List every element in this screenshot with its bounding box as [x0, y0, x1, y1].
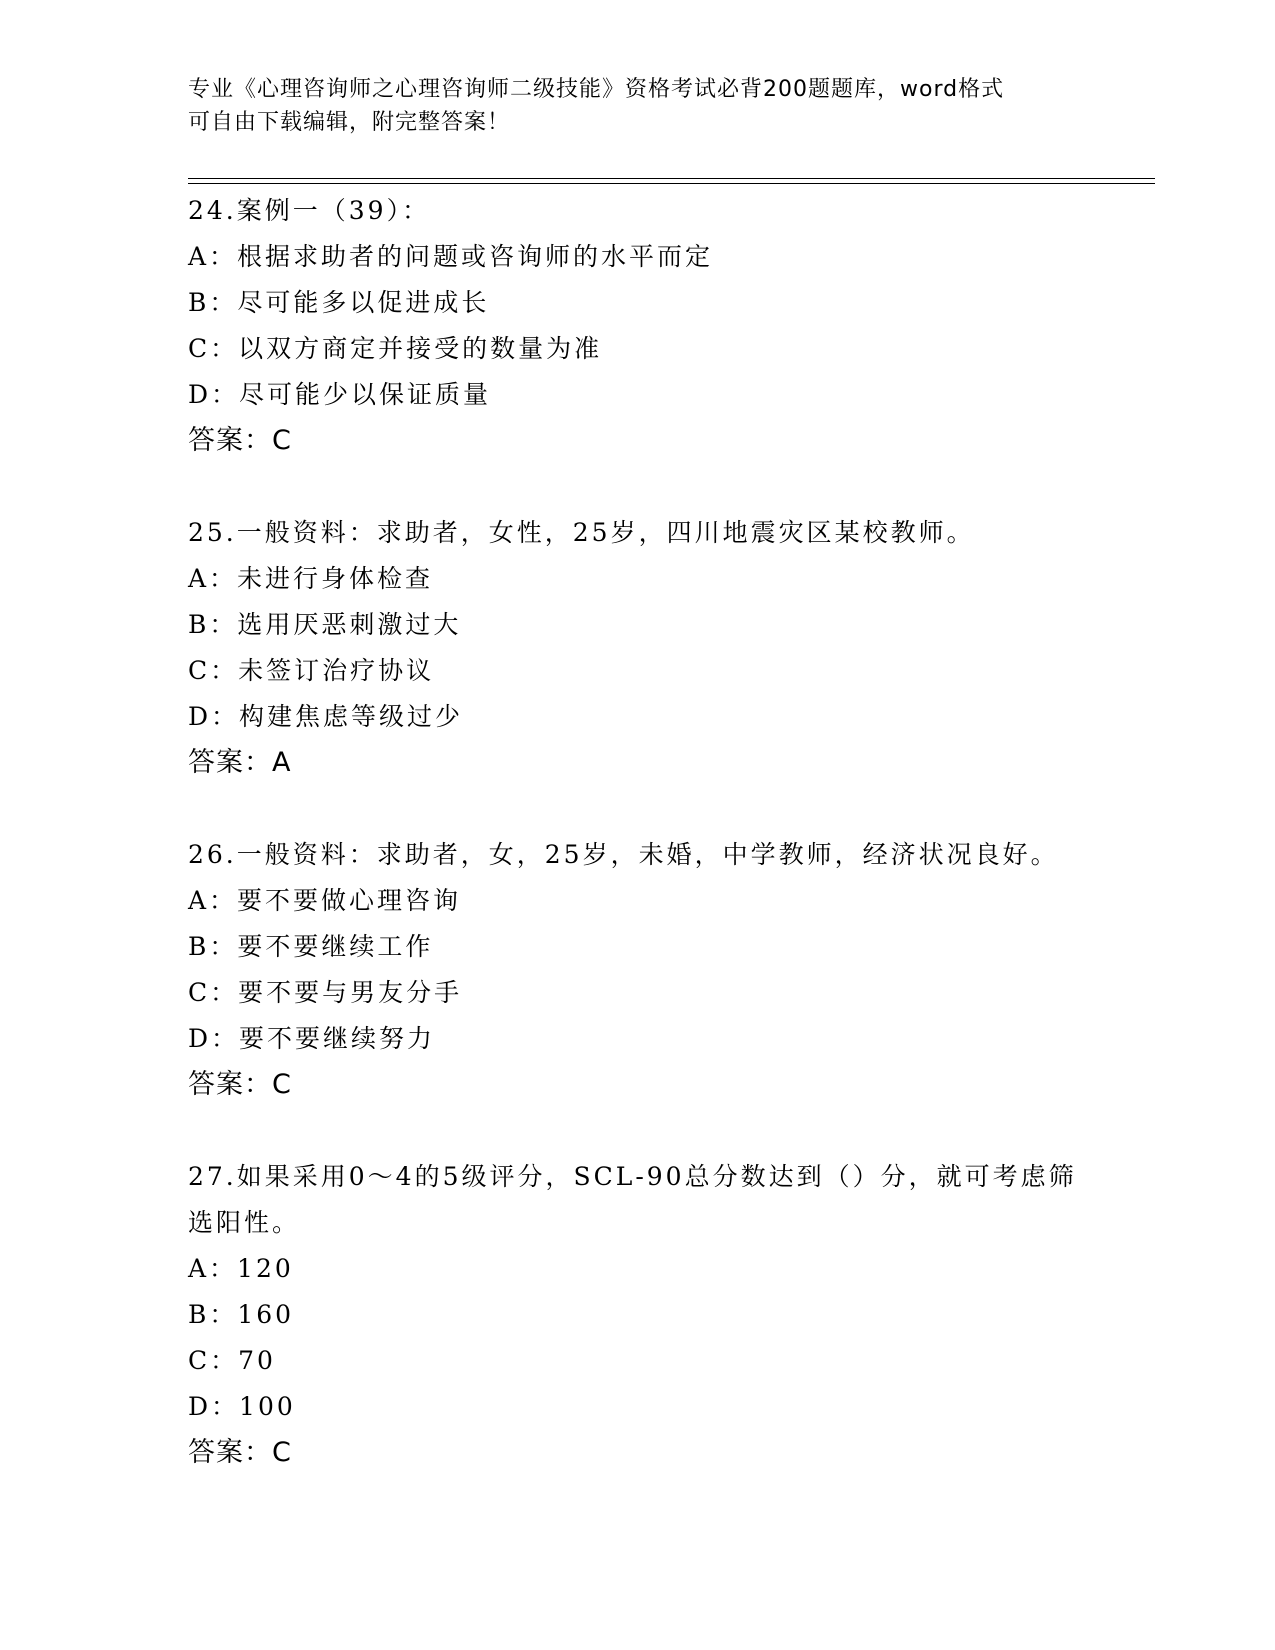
document-header: [188, 73, 1088, 139]
header-title-line-2: 可自由下载编辑，附完整答案！: [188, 110, 511, 135]
option-d: D：要不要继续努力: [188, 1024, 436, 1053]
question-list: [188, 188, 1088, 1522]
option-b: B：选用厌恶刺激过大: [188, 610, 462, 639]
option-a: A：未进行身体检查: [188, 564, 434, 593]
header-divider-bottom: [188, 183, 1155, 184]
option-b: B：尽可能多以促进成长: [188, 288, 490, 317]
question-stem: 26.一般资料：求助者，女，25岁，未婚，中学教师，经济状况良好。: [188, 840, 1059, 869]
header-title-line-1: 专业《心理咨询师之心理咨询师二级技能》资格考试必背200题题库，word格式: [188, 77, 1005, 102]
answer: 答案：C: [188, 1437, 292, 1468]
question-stem: 27.如果采用0～4的5级评分，SCL-90总分数达到（）分，就可考虑筛选阳性。: [188, 1162, 1077, 1237]
option-d: D：100: [188, 1392, 296, 1421]
option-c: C：要不要与男友分手: [188, 978, 463, 1007]
answer: 答案：C: [188, 425, 292, 456]
header-divider-top: [188, 178, 1155, 179]
question-stem: 25.一般资料：求助者，女性，25岁，四川地震灾区某校教师。: [188, 518, 975, 547]
option-c: C：未签订治疗协议: [188, 656, 435, 685]
option-a: A：根据求助者的问题或咨询师的水平而定: [188, 242, 714, 271]
question-25: [188, 510, 1088, 786]
option-c: C：70: [188, 1346, 276, 1375]
option-a: A：要不要做心理咨询: [188, 886, 462, 915]
answer: 答案：A: [188, 747, 292, 778]
question-27: [188, 1154, 1088, 1476]
option-d: D：构建焦虑等级过少: [188, 702, 464, 731]
option-d: D：尽可能少以保证质量: [188, 380, 492, 409]
question-stem: 24.案例一（39）：: [188, 196, 431, 225]
option-b: B：160: [188, 1300, 295, 1329]
question-24: [188, 188, 1088, 464]
option-b: B：要不要继续工作: [188, 932, 434, 961]
option-c: C：以双方商定并接受的数量为准: [188, 334, 603, 363]
option-a: A：120: [188, 1254, 294, 1283]
question-26: [188, 832, 1088, 1108]
answer: 答案：C: [188, 1069, 292, 1100]
